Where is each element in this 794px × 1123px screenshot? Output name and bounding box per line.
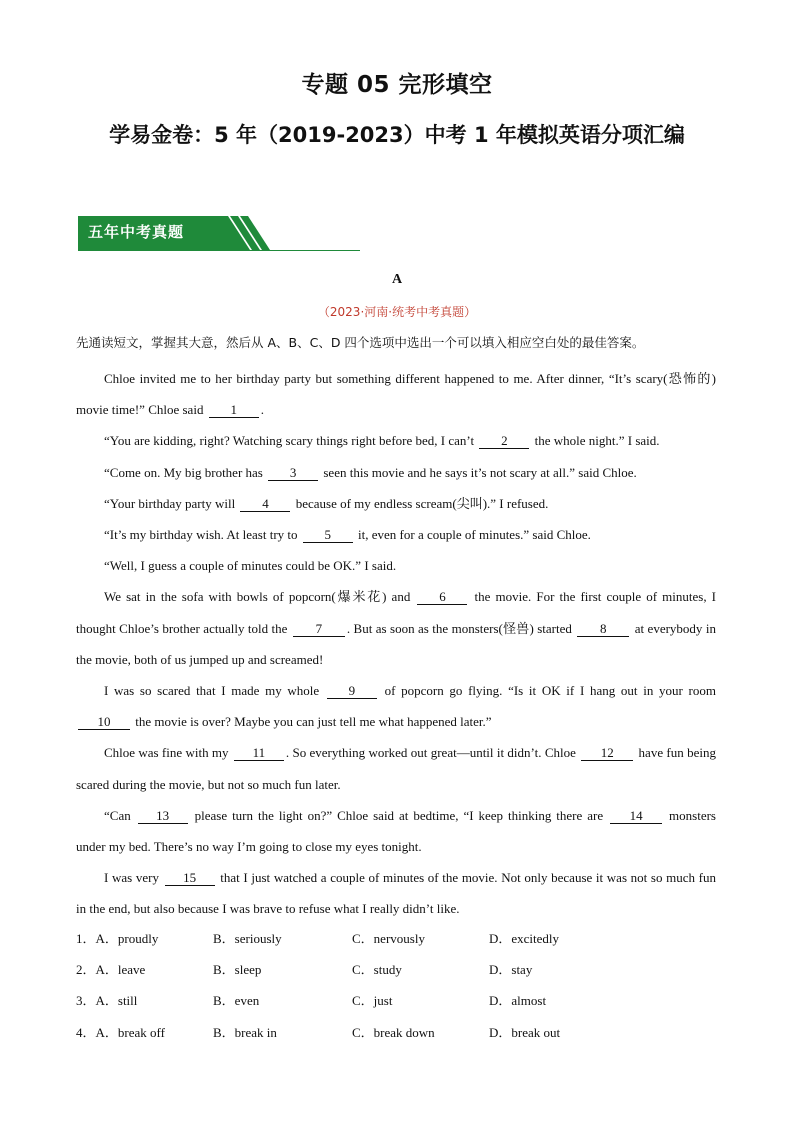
text-run: “You are kidding, right? Watching scary things right before bed, I can’t	[104, 433, 478, 449]
option-d: D．almost	[489, 993, 547, 1009]
option-d: D．excitedly	[489, 931, 560, 946]
paragraph-5	[76, 519, 716, 550]
text-run: monsters under my bed. There’s no way I’m going to close my eyes tonight.	[76, 807, 716, 855]
blank-14: 14	[610, 809, 662, 824]
blank-12: 12	[581, 746, 633, 761]
section-banner	[78, 213, 360, 253]
option-row-4	[76, 1016, 716, 1047]
option-a: 2．A．leave	[76, 962, 146, 978]
option-c: C．nervously	[352, 931, 425, 946]
text-run: We sat in the sofa with bowls of popcorn(爆米花) and	[104, 589, 416, 605]
option-b: B．seriously	[213, 931, 282, 946]
blank-2: 2	[479, 434, 529, 449]
document-subtitle: 学易金卷：5 年（2019-2023）中考 1 年模拟英语分项汇编	[109, 123, 685, 147]
text-run: I was very	[104, 870, 163, 886]
paragraph-9	[76, 737, 716, 799]
text-run: the movie. For the first couple of minutes, I thought Chloe’s brother actually told the	[76, 589, 717, 636]
text-run: because of my endless scream(尖叫).” I refused.	[292, 495, 549, 511]
paragraph-3	[76, 457, 716, 488]
text-run: of popcorn go flying. “Is it OK if I hang out in your room	[378, 683, 716, 699]
option-b: B．break in	[213, 1024, 277, 1040]
document-title: 专题 05 完形填空	[301, 72, 493, 98]
text-run: please turn the light on?” Chloe said at bedtime, “I keep thinking there are	[189, 807, 609, 823]
paragraph-1	[76, 363, 716, 425]
option-d: D．break out	[489, 1024, 561, 1040]
text-run: “Come on. My big brother has	[104, 464, 267, 480]
option-a: 4．A．break off	[76, 1024, 165, 1040]
cloze-passage	[76, 363, 716, 925]
text-run: . So everything worked out great—until it didn’t. Chloe	[285, 745, 580, 761]
text-run: it, even for a couple of minutes.” said Chloe.	[354, 527, 591, 543]
option-row-2	[76, 953, 716, 984]
blank-11: 11	[234, 746, 284, 761]
option-c: C．break down	[352, 1024, 435, 1040]
source-note: （2023·河南·统考中考真题）	[317, 305, 477, 319]
text-run: I was so scared that I made my whole	[104, 683, 325, 699]
text-run: “Well, I guess a couple of minutes could be OK.” I said.	[104, 558, 397, 574]
blank-9: 9	[327, 684, 377, 699]
option-row-1	[76, 922, 716, 953]
text-run: that I just watched a couple of minutes of the movie. Not only because it was not so much fun in the end, but also because I was brave to refuse what I really didn’t like.	[76, 870, 716, 917]
text-run: the movie is over? Maybe you can just tell me what happened later.”	[132, 714, 492, 730]
text-run: “Your birthday party will	[104, 495, 239, 511]
text-run: at everybody in the movie, both of us jumped up and screamed!	[76, 620, 716, 667]
option-a: 3．A．still	[76, 993, 138, 1009]
text-run: have fun being scared during the movie, but not so much fun later.	[76, 745, 716, 792]
text-run: Chloe was fine with my	[104, 745, 232, 761]
paragraph-6	[76, 550, 716, 581]
blank-13: 13	[138, 809, 188, 824]
paragraph-8	[76, 675, 716, 737]
paragraph-10	[76, 800, 716, 862]
blank-15: 15	[165, 871, 215, 886]
option-b: B．even	[213, 993, 260, 1009]
paragraph-7	[76, 581, 716, 675]
option-row-3	[76, 984, 716, 1015]
blank-1: 1	[209, 403, 259, 418]
blank-7: 7	[293, 622, 345, 637]
answer-options	[76, 922, 716, 1047]
paragraph-2	[76, 425, 716, 456]
blank-4: 4	[240, 497, 290, 512]
option-b: B．sleep	[213, 962, 262, 978]
text-run: .	[260, 402, 264, 418]
text-run: “Can	[104, 807, 136, 823]
paragraph-11	[76, 862, 716, 924]
blank-5: 5	[303, 528, 353, 543]
option-c: C．just	[352, 993, 393, 1009]
option-d: D．stay	[489, 962, 533, 978]
text-run: seen this movie and he says it’s not scary at all.” said Chloe.	[320, 464, 637, 480]
text-run: the whole night.” I said.	[531, 433, 660, 449]
banner-label: 五年中考真题	[88, 223, 185, 241]
text-run: Chloe invited me to her birthday party but something different happened to me. After dinner, “It’s scary(恐怖的) movie time!” Chloe said	[76, 371, 716, 418]
paragraph-4	[76, 488, 716, 519]
option-c: C．study	[352, 962, 402, 978]
blank-3: 3	[268, 466, 318, 481]
blank-6: 6	[417, 590, 467, 605]
option-a: 1．A．proudly	[76, 931, 159, 946]
section-letter: A	[391, 272, 403, 287]
text-run: . But as soon as the monsters(怪兽) started	[346, 620, 576, 636]
text-run: “It’s my birthday wish. At least try to	[104, 527, 301, 543]
instructions: 先通读短文，掌握其大意，然后从 A、B、C、D 四个选项中选出一个可以填入相应空白处的最佳答案。	[76, 335, 645, 350]
blank-8: 8	[577, 622, 629, 637]
blank-10: 10	[78, 715, 130, 730]
